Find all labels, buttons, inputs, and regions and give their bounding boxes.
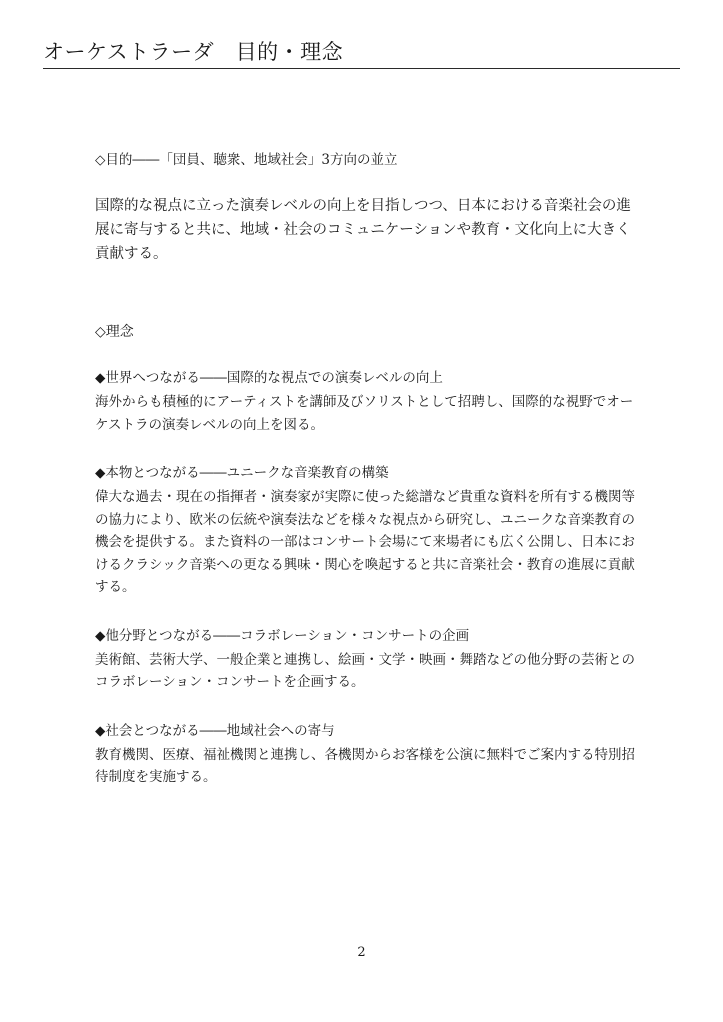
philosophy-section bbox=[95, 322, 645, 789]
principle-world bbox=[95, 368, 645, 436]
principle-body: 海外からも積極的にアーティストを講師及びソリストとして招聘し、国際的な視野でオーケストラの演奏レベルの向上を図る。 bbox=[95, 394, 634, 433]
purpose-section bbox=[95, 150, 645, 266]
principle-other-fields bbox=[95, 626, 645, 694]
page-title: オーケストラーダ 目的・理念 bbox=[43, 40, 344, 64]
principle-body: 偉大な過去・現在の指揮者・演奏家が実際に使った総譜など貴重な資料を所有する機関等の協力により、欧米の伝統や演奏法などを様々な視点から研究し、ユニークな音楽教育の機会を提供する。また資料の一部はコンサート会場にて来場者にも広く公開し、日本におけるクラシック音楽への更なる興味・関心を喚起すると共に音楽社会・教育の進展に貢献する。 bbox=[95, 489, 635, 595]
principle-authentic bbox=[95, 463, 645, 599]
purpose-body: 国際的な視点に立った演奏レベルの向上を目指しつつ、日本における音楽社会の進展に寄与すると共に、地域・社会のコミュニケーションや教育・文化向上に大きく貢献する。 bbox=[95, 198, 631, 262]
principle-title: ◆社会とつながる――地域社会への寄与 bbox=[95, 722, 335, 739]
principle-body: 美術館、芸術大学、一般企業と連携し、絵画・文学・映画・舞踏などの他分野の芸術とのコラボレーション・コンサートを企画する。 bbox=[95, 651, 635, 690]
principle-title: ◆世界へつながる――国際的な視点での演奏レベルの向上 bbox=[95, 370, 443, 386]
purpose-heading: ◇目的――「団員、聴衆、地域社会」3方向の並立 bbox=[95, 152, 398, 168]
page-number: 2 bbox=[357, 945, 366, 960]
principle-body: 教育機関、医療、福祉機関と連携し、各機関からお客様を公演に無料でご案内する特別招待制度を実施する。 bbox=[95, 746, 635, 785]
page-header bbox=[43, 38, 680, 69]
principle-title: ◆他分野とつながる――コラボレーション・コンサートの企画 bbox=[95, 627, 470, 644]
philosophy-heading: ◇理念 bbox=[95, 324, 134, 340]
principle-society bbox=[95, 721, 645, 789]
document-content bbox=[95, 150, 645, 816]
principle-title: ◆本物とつながる――ユニークな音楽教育の構築 bbox=[95, 465, 389, 481]
